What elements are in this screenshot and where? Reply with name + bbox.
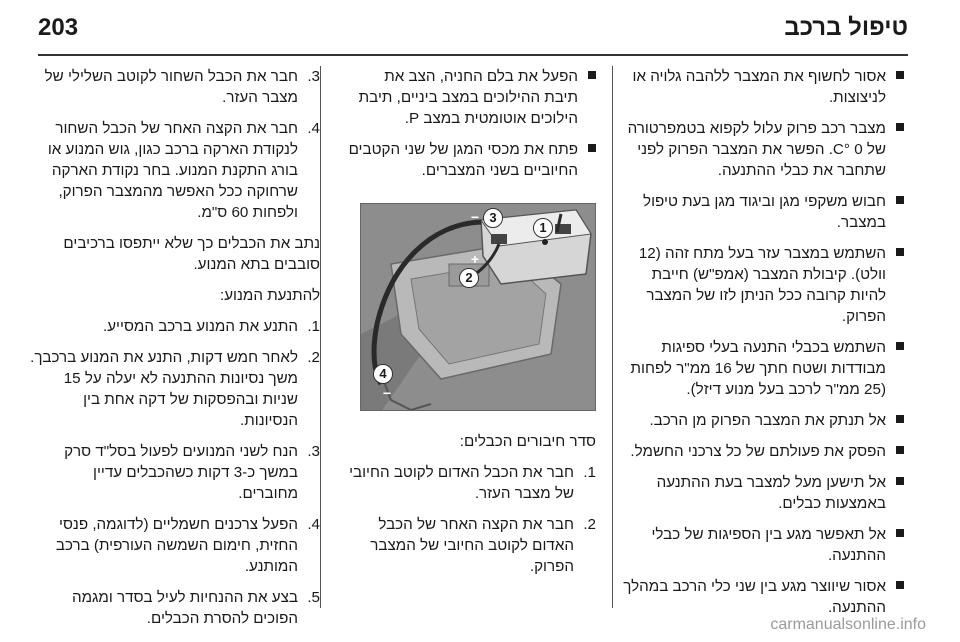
right-column xyxy=(612,66,904,628)
bullet-square-icon xyxy=(896,415,904,423)
bullet-square-icon xyxy=(588,71,596,79)
callout-marker: 1 xyxy=(533,218,553,238)
svg-text:−: − xyxy=(470,209,479,225)
bullet-square-icon xyxy=(896,581,904,589)
callout-marker: 3 xyxy=(483,208,503,228)
list-item: חבוש משקפי מגן וביגוד מגן בעת טיפול במצבר. xyxy=(612,191,904,233)
column-divider xyxy=(320,66,321,608)
bullet-square-icon xyxy=(896,123,904,131)
list-item: 5. בצע את ההנחיות לעיל בסדר ומגמה הפוכים להסרת הכבלים. xyxy=(71,589,320,627)
starting-steps-list xyxy=(30,316,320,629)
connection-steps-list xyxy=(348,462,596,577)
list-item: 1. התנע את המנוע ברכב המסייע. xyxy=(103,318,320,335)
list-item: 2. לאחר חמש דקות, התנע את המנוע ברכבך. משך נסיונות ההתנעה לא יעלה על 15 שניות ובהפסקות של דקה אחת בין הנסיונות. xyxy=(30,349,320,429)
list-item: פתח את מכסי המגן של שני הקטבים החיוביים בשני המצברים. xyxy=(348,139,596,181)
middle-column xyxy=(348,66,596,587)
svg-text:−: − xyxy=(382,385,391,401)
callout-marker: 2 xyxy=(459,268,479,288)
list-item: השתמש במצבר עזר בעל מתח זהה (12 וולט). קיבולת המצבר (אמפ"ש) חייבת להיות קרובה ככל הניתן לזו של המצבר הפרוק. xyxy=(612,243,904,327)
list-item: אסור לחשוף את המצבר ללהבה גלויה או לניצוצות. xyxy=(612,66,904,108)
section-heading: סדר חיבורים הכבלים: xyxy=(459,433,596,450)
list-item: אל תישען מעל למצבר בעת ההתנעה באמצעות כבלים. xyxy=(612,472,904,514)
list-item: 4. חבר את הקצה האחר של הכבל השחור לנקודת הארקה ברכב כגון, גוש המנוע או בורג התקנת המנוע. בחר נקודת הארקה שרחוקה ככל האפשר מהמצבר הפרוק, ולפחות 60 ס"מ. xyxy=(47,120,320,221)
callout-marker: 4 xyxy=(373,364,393,384)
watermark: carmanualsonline.info xyxy=(770,616,926,633)
jump-start-battery-illustration xyxy=(360,203,596,411)
header-divider xyxy=(38,54,908,56)
list-item: 1. חבר את הכבל האדום לקוטב החיובי של מצבר העזר. xyxy=(349,464,596,502)
bullet-square-icon xyxy=(896,446,904,454)
page-header xyxy=(38,14,908,50)
page-number: 203 xyxy=(38,14,79,41)
list-item: השתמש בכבלי התנעה בעלי ספיגות מבודדות ושטח חתך של 16 ממ"ר לפחות (25 ממ"ר לרכב בעל מנוע דיזל). xyxy=(612,337,904,400)
bullet-square-icon xyxy=(588,144,596,152)
safety-bullet-list xyxy=(612,66,904,618)
page-title: טיפול ברכב xyxy=(784,14,908,41)
preparation-bullet-list xyxy=(348,66,596,181)
list-item: אסור שיווצר מגע בין שני כלי הרכב במהלך ההתנעה. xyxy=(612,576,904,618)
connection-steps-continued-list xyxy=(30,66,320,223)
list-item: 4. הפעל צרכנים חשמליים (לדוגמה, פנסי החזית, חימום השמשה העורפית) ברכב המותנע. xyxy=(55,516,320,575)
svg-text:+: + xyxy=(470,251,479,267)
list-item: אל תאפשר מגע בין הספיגות של כבלי ההתנעה. xyxy=(612,524,904,566)
engine-bay-drawing xyxy=(361,204,596,411)
cable-routing-note: נתב את הכבלים כך שלא ייתפסו ברכיבים סובבים בתא המנוע. xyxy=(63,235,320,273)
section-heading: להתנעת המנוע: xyxy=(220,287,320,304)
left-column xyxy=(30,66,320,639)
list-item: מצבר רכב פרוק עלול לקפוא בטמפרטורה של 0 °C. הפשר את המצבר הפרוק לפני שתחבר את כבלי ההתנעה. xyxy=(612,118,904,181)
bullet-square-icon xyxy=(896,71,904,79)
list-item: 3. חבר את הכבל השחור לקוטב השלילי של מצבר העזר. xyxy=(44,68,320,106)
bullet-square-icon xyxy=(896,342,904,350)
bullet-square-icon xyxy=(896,477,904,485)
list-item: 3. הנח לשני המנועים לפעול בסל"ד סרק במשך כ-3 דקות כשהכבלים עדיין מחוברים. xyxy=(64,443,320,502)
column-divider xyxy=(612,66,613,608)
list-item: הפעל את בלם החניה, הצב את תיבת ההילוכים במצב ביניים, תיבת הילוכים אוטומטית במצב P. xyxy=(348,66,596,129)
list-item: אל תנתק את המצבר הפרוק מן הרכב. xyxy=(612,410,904,431)
list-item: הפסק את פעולתם של כל צרכני החשמל. xyxy=(612,441,904,462)
list-item: 2. חבר את הקצה האחר של הכבל האדום לקוטב החיובי של המצבר הפרוק. xyxy=(370,516,596,575)
bullet-square-icon xyxy=(896,196,904,204)
bullet-square-icon xyxy=(896,248,904,256)
bullet-square-icon xyxy=(896,529,904,537)
